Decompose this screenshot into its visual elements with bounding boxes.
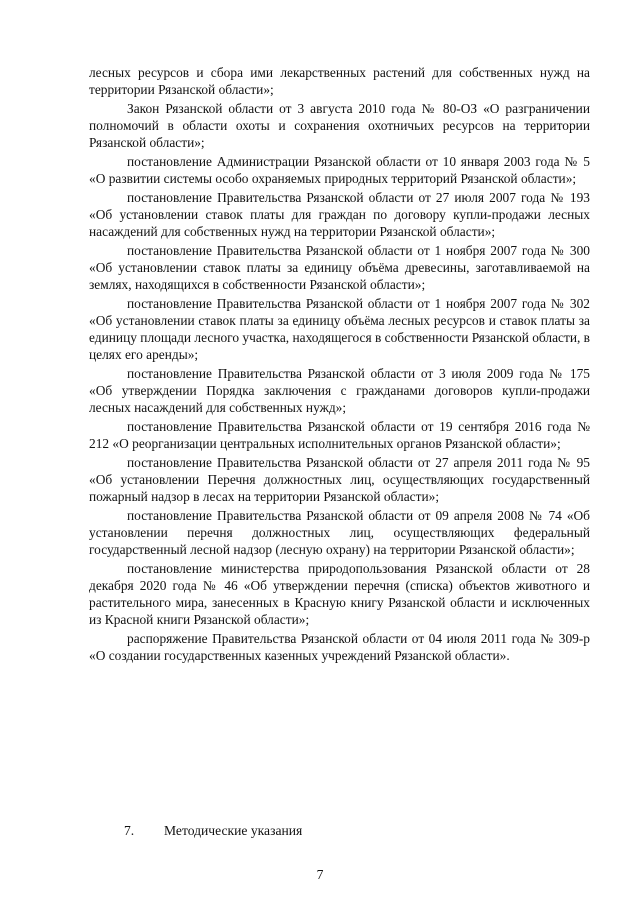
paragraph: распоряжение Правительства Рязанской области от 04 июля 2011 года № 309-р «О создании государственных казенных учреждений Рязанской области».: [89, 631, 590, 663]
paragraph: постановление Правительства Рязанской области от 1 ноября 2007 года № 302 «Об установлении ставок платы за единицу объёма лесных ресурсов и ставок платы за единицу площади лесного участка, находящегося в собственности Рязанской области, в целях его аренды»;: [89, 296, 590, 362]
paragraph: постановление Правительства Рязанской области от 09 апреля 2008 № 74 «Об установлении перечня должностных лиц, осуществляющих федеральный государственный лесной надзор (лесную охрану) на территории Рязанской области»;: [89, 508, 590, 557]
paragraph: постановление Правительства Рязанской области от 27 июля 2007 года № 193 «Об установлении ставок платы для граждан по договору купли-продажи лесных насаждений для собственных нужд на территории Рязанской области»;: [89, 190, 590, 239]
page-number: 7: [316, 867, 324, 882]
paragraph: Закон Рязанской области от 3 августа 2010 года № 80-ОЗ «О разграничении полномочий в области охоты и сохранения охотничьих ресурсов на территории Рязанской области»;: [89, 101, 590, 150]
paragraph: постановление Правительства Рязанской области от 19 сентября 2016 года № 212 «О реорганизации центральных исполнительных органов Рязанской области»;: [89, 419, 590, 451]
paragraph: постановление Администрации Рязанской области от 10 января 2003 года № 5 «О развитии системы особо охраняемых природных территорий Рязанской области»;: [89, 154, 590, 186]
paragraph: постановление Правительства Рязанской области от 1 ноября 2007 года № 300 «Об установлении ставок платы за единицу объёма древесины, заготавливаемой на землях, находящихся в собственности Рязанской области»;: [89, 243, 590, 292]
section-title: Методические указания: [164, 823, 303, 838]
paragraph: постановление Правительства Рязанской области от 27 апреля 2011 года № 95 «Об установлении Перечня должностных лиц, осуществляющих государственный пожарный надзор в лесах на территории Рязанской области»;: [89, 455, 590, 504]
document-body: [89, 64, 590, 666]
section-heading: [124, 822, 302, 839]
paragraph: постановление министерства природопользования Рязанской области от 28 декабря 2020 года № 46 «Об утверждении перечня (списка) объектов животного и растительного мира, занесенных в Красную книгу Рязанской области и исключенных из Красной книги Рязанской области»;: [89, 561, 590, 627]
paragraph: лесных ресурсов и сбора ими лекарственных растений для собственных нужд на территории Рязанской области»;: [89, 65, 590, 97]
paragraph: постановление Правительства Рязанской области от 3 июля 2009 года № 175 «Об утверждении Порядка заключения с гражданами договоров купли-продажи лесных насаждений для собственных нужд»;: [89, 366, 590, 415]
section-number: 7.: [124, 823, 135, 838]
